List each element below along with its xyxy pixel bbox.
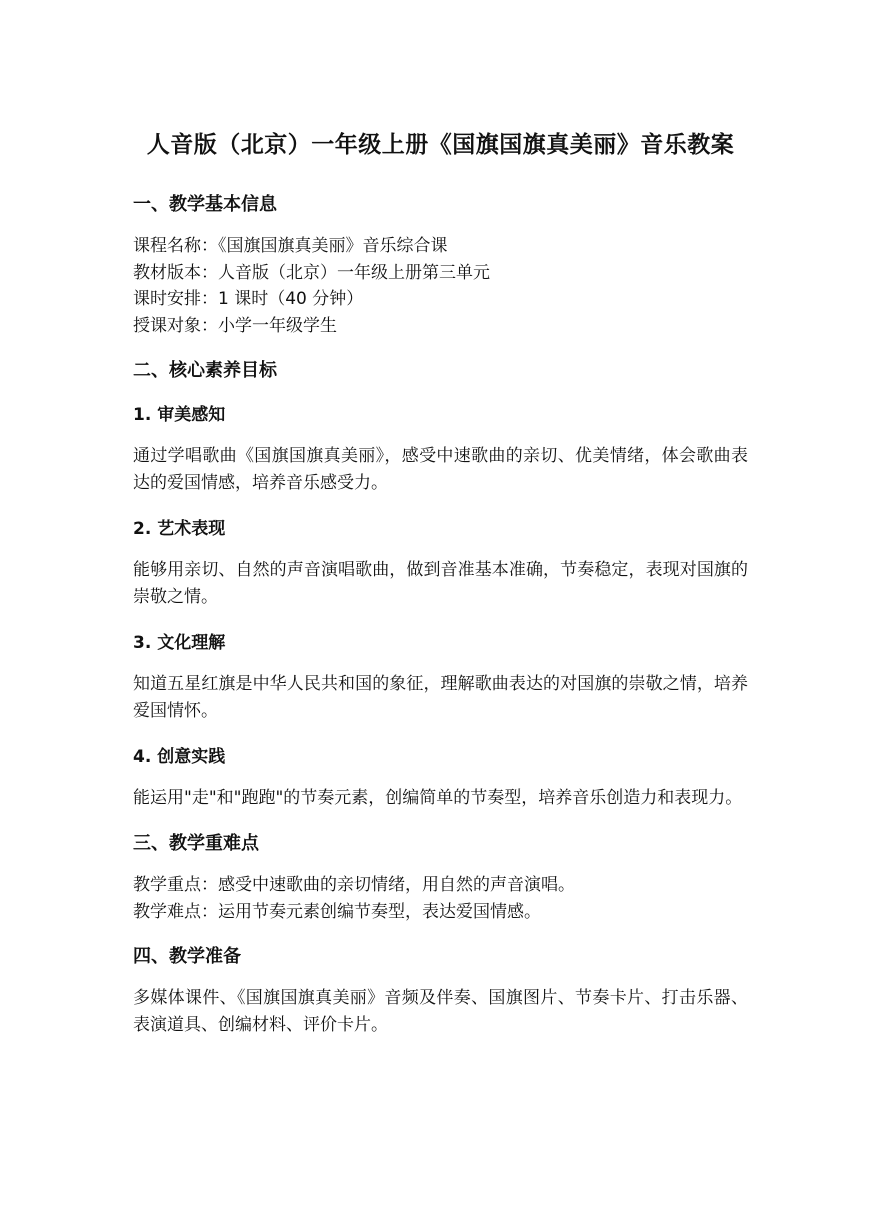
preparation-text: 多媒体课件、《国旗国旗真美丽》音频及伴奏、国旗图片、节奏卡片、打击乐器、表演道具、创编材料、评价卡片。: [133, 988, 748, 1035]
document-title: 人音版（北京）一年级上册《国旗国旗真美丽》音乐教案: [146, 132, 735, 158]
goal-heading-creative: 4. 创意实践: [133, 747, 226, 767]
goal-heading-cultural: 3. 文化理解: [133, 633, 226, 653]
goal-heading-aesthetic: 1. 审美感知: [133, 405, 226, 425]
goal-text-creative: 能运用"走"和"跑跑"的节奏元素，创编简单的节奏型，培养音乐创造力和表现力。: [133, 788, 743, 808]
section-heading-core-goals: 二、核心素养目标: [133, 360, 277, 381]
goal-heading-artistic: 2. 艺术表现: [133, 519, 226, 539]
key-point-line: 教学重点：感受中速歌曲的亲切情绪，用自然的声音演唱。: [133, 875, 575, 895]
goal-text-aesthetic: 通过学唱歌曲《国旗国旗真美丽》，感受中速歌曲的亲切、优美情绪，体会歌曲表达的爱国情感，培养音乐感受力。: [133, 446, 748, 493]
section-heading-key-points: 三、教学重难点: [133, 833, 259, 854]
difficult-point-line: 教学难点：运用节奏元素创编节奏型，表达爱国情感。: [133, 901, 541, 922]
info-line-class-hours: 课时安排：1 课时（40 分钟）: [133, 289, 364, 309]
info-line-course-name: 课程名称：《国旗国旗真美丽》音乐综合课: [133, 236, 448, 256]
section-heading-preparation: 四、教学准备: [133, 946, 241, 967]
basic-info-list: [133, 233, 748, 339]
goal-text-cultural: 知道五星红旗是中华人民共和国的象征，理解歌曲表达的对国旗的崇敬之情，培养爱国情怀。: [133, 674, 748, 721]
info-line-audience: 授课对象：小学一年级学生: [133, 315, 337, 336]
info-line-textbook-edition: 教材版本：人音版（北京）一年级上册第三单元: [133, 262, 490, 283]
goal-text-artistic: 能够用亲切、自然的声音演唱歌曲，做到音准基本准确，节奏稳定，表现对国旗的崇敬之情。: [133, 560, 748, 607]
section-heading-basic-info: 一、教学基本信息: [133, 194, 277, 215]
